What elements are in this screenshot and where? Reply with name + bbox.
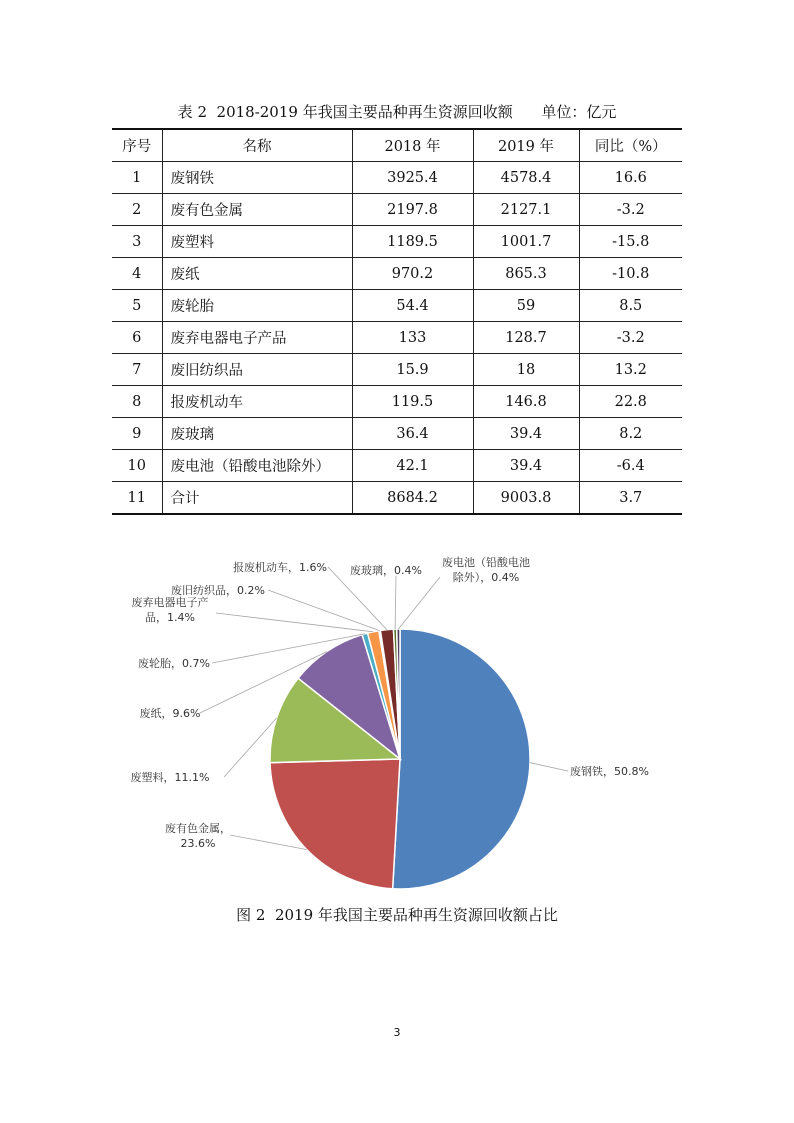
cell-2018: 1189.5 [352,226,473,258]
recycling-value-table [112,128,682,515]
cell-name: 废钢铁 [162,162,352,194]
cell-name: 废旧纺织品 [162,354,352,386]
slice-label-line: 废有色金属， [165,822,231,835]
cell-2019: 9003.8 [473,482,579,515]
cell-index: 3 [112,226,162,258]
pie-slice [393,629,530,889]
slice-label [131,770,210,784]
cell-name: 废有色金属 [162,194,352,226]
cell-2019: 1001.7 [473,226,579,258]
page-number: 3 [393,1026,401,1039]
header-yoy: 同比（%） [579,129,682,162]
cell-2018: 3925.4 [352,162,473,194]
pie-chart-svg [112,545,682,900]
cell-index: 2 [112,194,162,226]
cell-2019: 39.4 [473,450,579,482]
cell-2018: 8684.2 [352,482,473,515]
cell-index: 7 [112,354,162,386]
cell-yoy: 13.2 [579,354,682,386]
cell-index: 4 [112,258,162,290]
cell-name: 废纸 [162,258,352,290]
slice-label-line: 品，1.4% [145,611,195,624]
pie-slice [270,759,400,889]
cell-2018: 15.9 [352,354,473,386]
cell-2018: 970.2 [352,258,473,290]
table-row [112,386,682,418]
cell-name: 废塑料 [162,226,352,258]
cell-yoy: -3.2 [579,194,682,226]
slice-label [171,583,265,597]
cell-2018: 54.4 [352,290,473,322]
pie-chart [112,545,682,900]
slice-label-line: 废钢铁，50.8% [570,765,649,778]
cell-yoy: -3.2 [579,322,682,354]
slice-label-line: 废弃电器电子产 [131,596,209,609]
cell-name: 废弃电器电子产品 [162,322,352,354]
slice-label-line: 废塑料，11.1% [130,771,210,784]
slice-label-line: 废玻璃，0.4% [350,564,422,577]
table-caption: 表 2 2018-2019 年我国主要品种再生资源回收额 单位：亿元 [177,103,617,121]
cell-2019: 2127.1 [473,194,579,226]
cell-index: 1 [112,162,162,194]
cell-name: 报废机动车 [162,386,352,418]
cell-2019: 128.7 [473,322,579,354]
slice-label [165,821,231,850]
cell-yoy: -15.8 [579,226,682,258]
leader-line [224,718,277,777]
table-header-row [112,129,682,162]
cell-index: 11 [112,482,162,515]
cell-yoy: 8.5 [579,290,682,322]
cell-index: 6 [112,322,162,354]
cell-yoy: 22.8 [579,386,682,418]
cell-2018: 36.4 [352,418,473,450]
cell-index: 9 [112,418,162,450]
slice-label [138,656,210,670]
table-row [112,226,682,258]
cell-yoy: -6.4 [579,450,682,482]
cell-2018: 42.1 [352,450,473,482]
table-row [112,322,682,354]
table-row [112,258,682,290]
cell-index: 8 [112,386,162,418]
slice-label-line: 报废机动车，1.6% [233,561,327,574]
slice-label-line: 废旧纺织品，0.2% [171,584,265,597]
slice-label [442,555,530,584]
table-row [112,354,682,386]
cell-index: 5 [112,290,162,322]
table-body [112,162,682,515]
figure-caption: 图 2 2019 年我国主要品种再生资源回收额占比 [236,906,558,924]
header-2019: 2019 年 [473,129,579,162]
cell-2019: 18 [473,354,579,386]
leader-line [395,576,396,629]
slice-label [350,563,422,577]
table-row [112,290,682,322]
cell-2019: 4578.4 [473,162,579,194]
header-index: 序号 [112,129,162,162]
cell-2019: 39.4 [473,418,579,450]
slice-label-line: 废电池（铅酸电池 [442,556,530,569]
table-row [112,418,682,450]
cell-yoy: 3.7 [579,482,682,515]
slice-label [140,707,201,720]
table-row [112,482,682,515]
slice-label-line: 除外），0.4% [452,571,520,584]
header-2018: 2018 年 [352,129,473,162]
table-row [112,194,682,226]
cell-2019: 146.8 [473,386,579,418]
cell-2018: 119.5 [352,386,473,418]
leader-line [398,577,440,629]
header-name: 名称 [162,129,352,162]
cell-name: 废电池（铅酸电池除外） [162,450,352,482]
cell-name: 合计 [162,482,352,515]
cell-yoy: 8.2 [579,418,682,450]
slice-label-line: 废纸，9.6% [139,707,201,720]
cell-2018: 133 [352,322,473,354]
leader-line [530,763,568,771]
cell-2019: 59 [473,290,579,322]
table-row [112,450,682,482]
cell-2018: 2197.8 [352,194,473,226]
leader-line [268,590,380,631]
table-row [112,162,682,194]
leader-line [216,613,373,632]
cell-2019: 865.3 [473,258,579,290]
cell-name: 废轮胎 [162,290,352,322]
slice-label [570,764,649,778]
cell-yoy: 16.6 [579,162,682,194]
slice-label [132,595,209,624]
cell-name: 废玻璃 [162,418,352,450]
cell-index: 10 [112,450,162,482]
slice-label-line: 废轮胎，0.7% [138,657,210,670]
cell-yoy: -10.8 [579,258,682,290]
slice-label-line: 23.6% [180,837,216,850]
slice-label [233,560,327,574]
